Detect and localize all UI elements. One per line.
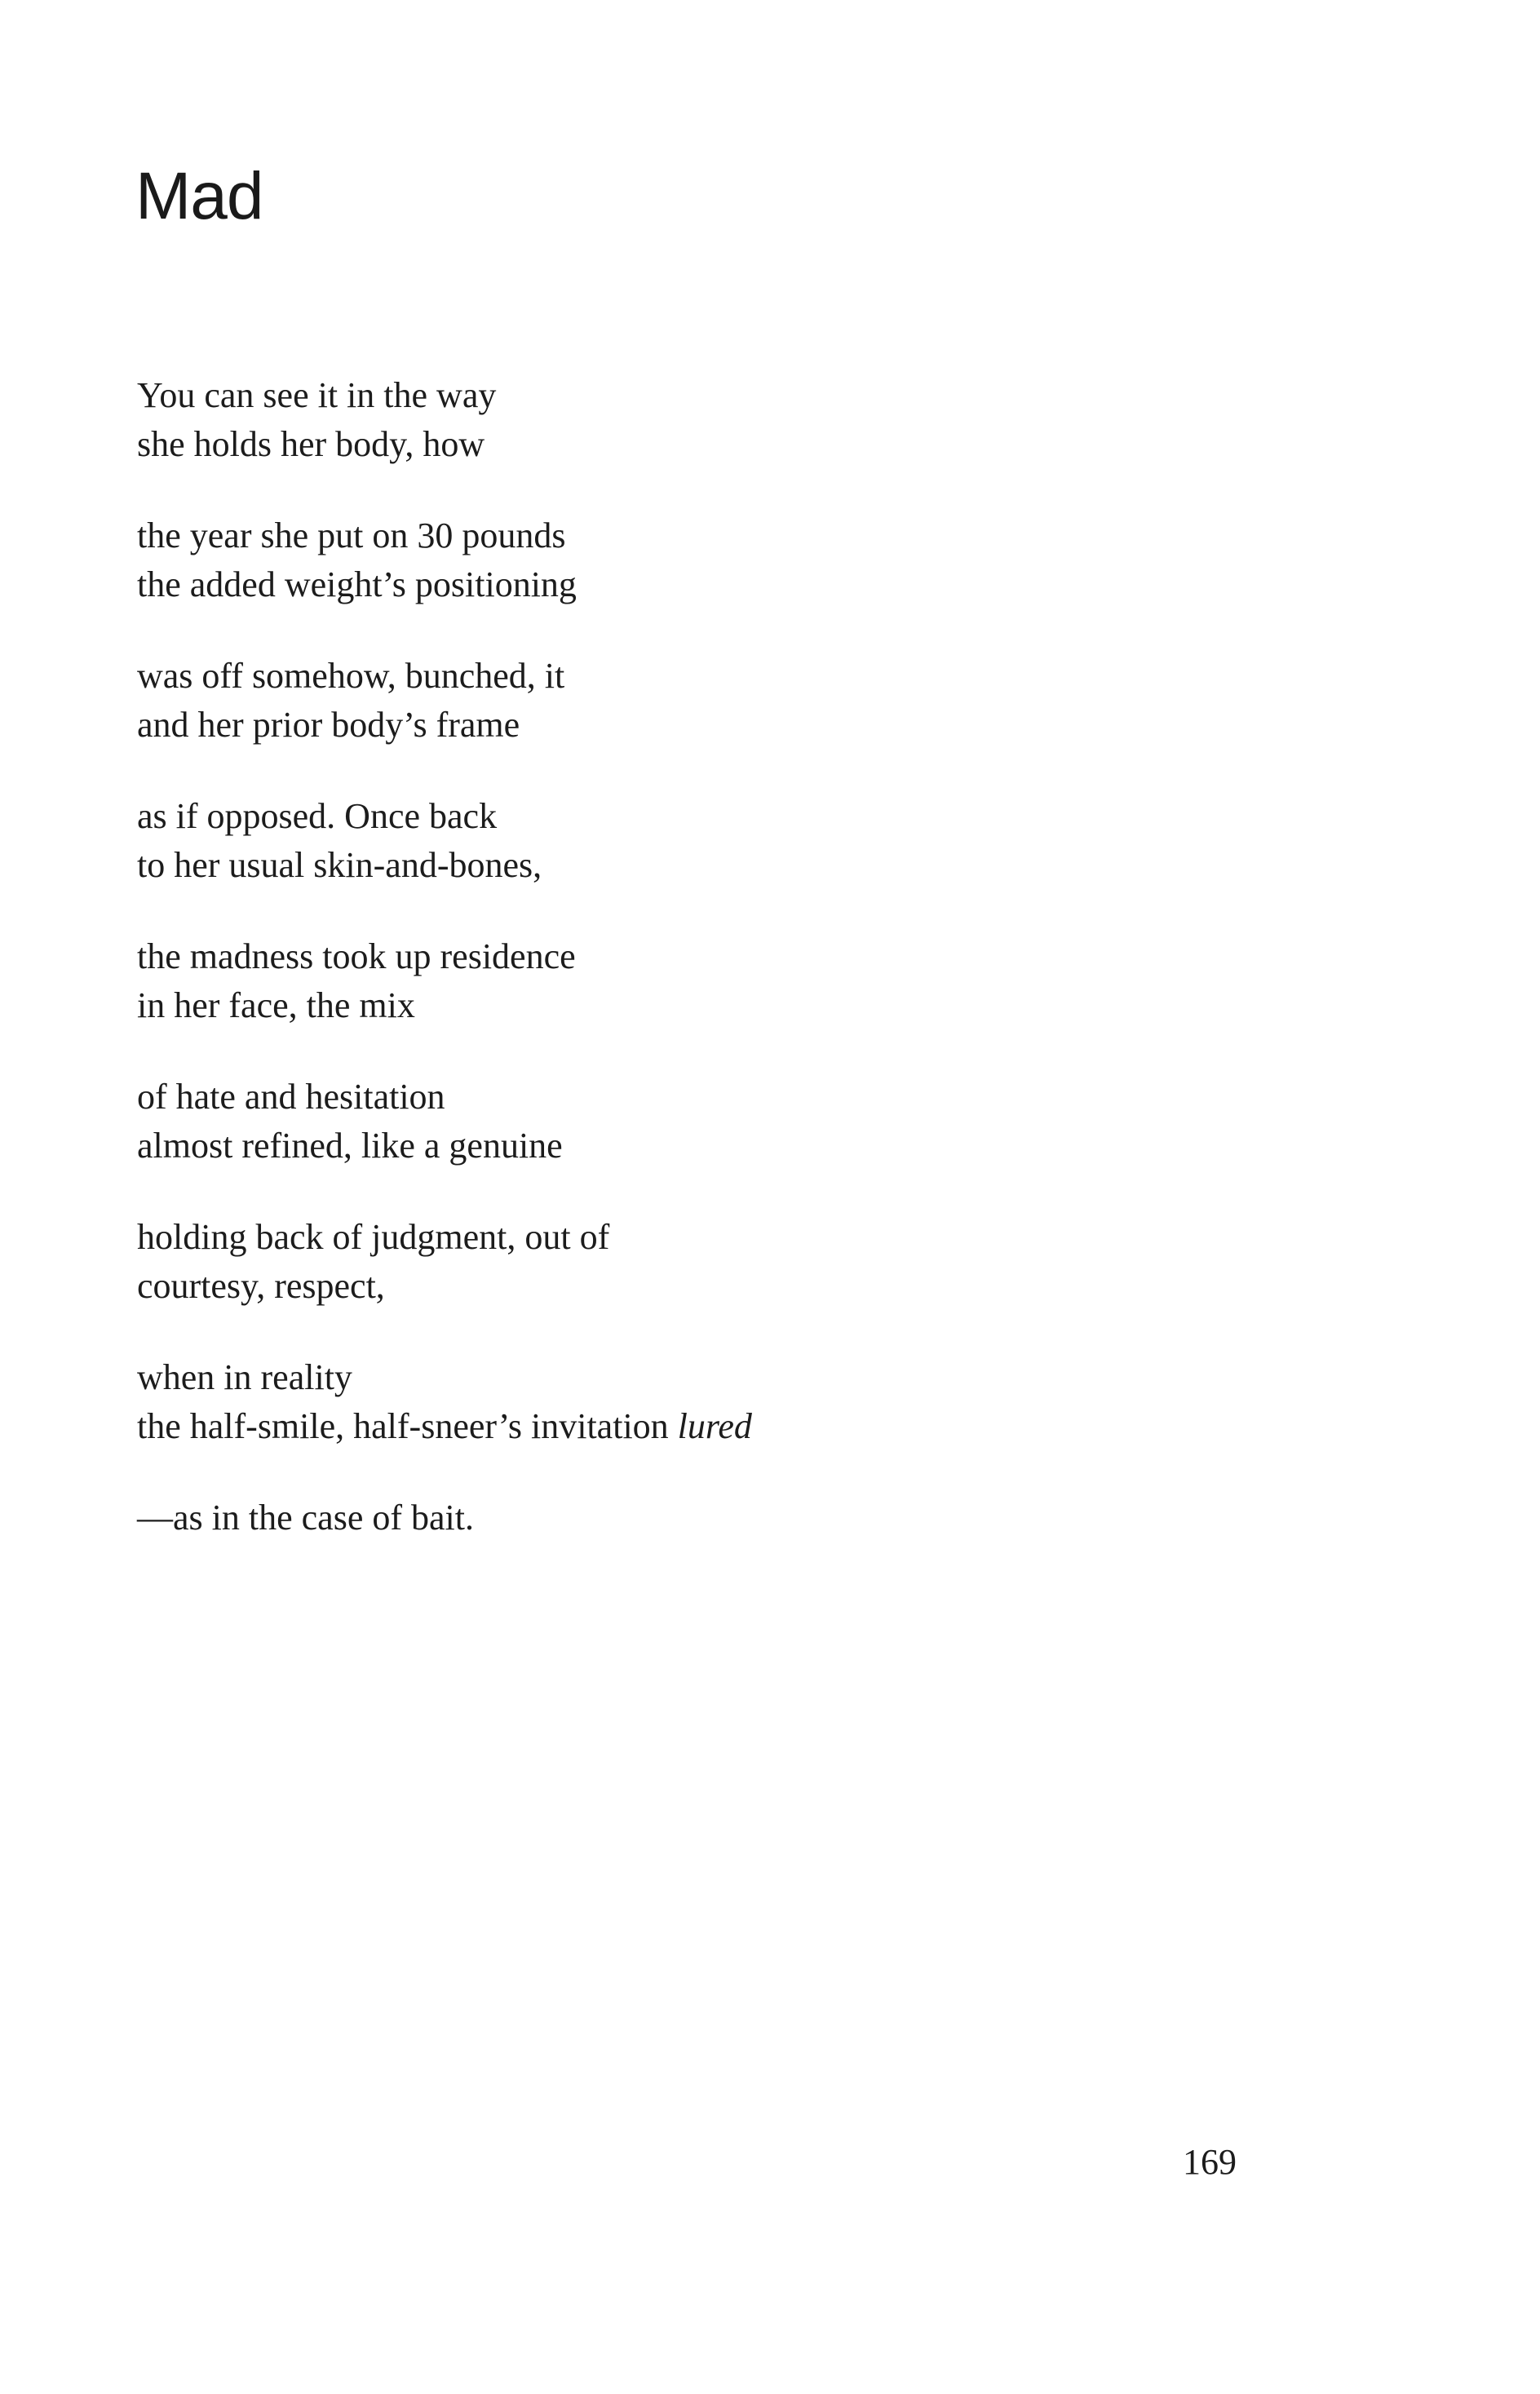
stanza-5 [137,932,1279,1030]
poem-body [137,371,1279,1585]
poem-line: as if opposed. Once back [137,796,498,836]
stanza-1 [137,371,1279,469]
poem-line: almost refined, like a genuine [137,1126,563,1166]
poem-line: when in reality [137,1357,352,1397]
poem-line: the madness took up residence [137,936,576,976]
stanza-3 [137,652,1279,750]
poem-line: was off somehow, bunched, it [137,656,565,696]
poem-title: Mad [135,159,263,233]
poem-line: to her usual skin-and-bones, [137,845,542,885]
poem-line: in her face, the mix [137,985,415,1025]
stanza-4 [137,792,1279,890]
poem-line: holding back of judgment, out of [137,1217,610,1257]
stanza-7 [137,1213,1279,1311]
page-number: 169 [1183,2142,1237,2182]
poem-line: the added weight’s positioning [137,564,577,604]
stanza-8 [137,1353,1279,1451]
poem-line-with-italic [137,1402,1279,1451]
stanza-6 [137,1073,1279,1170]
poem-line: she holds her body, how [137,424,485,464]
poem-line: —as in the case of bait. [137,1498,474,1538]
stanza-2 [137,511,1279,609]
italic-word: lured [677,1406,752,1446]
poem-line-text: the half-smile, half-sneer’s invitation [137,1406,678,1446]
poem-line: You can see it in the way [137,375,497,415]
stanza-9 [137,1493,1279,1542]
poem-line: the year she put on 30 pounds [137,516,566,555]
poem-line: of hate and hesitation [137,1077,445,1117]
poem-line: and her prior body’s frame [137,705,520,745]
poem-line: courtesy, respect, [137,1266,385,1306]
